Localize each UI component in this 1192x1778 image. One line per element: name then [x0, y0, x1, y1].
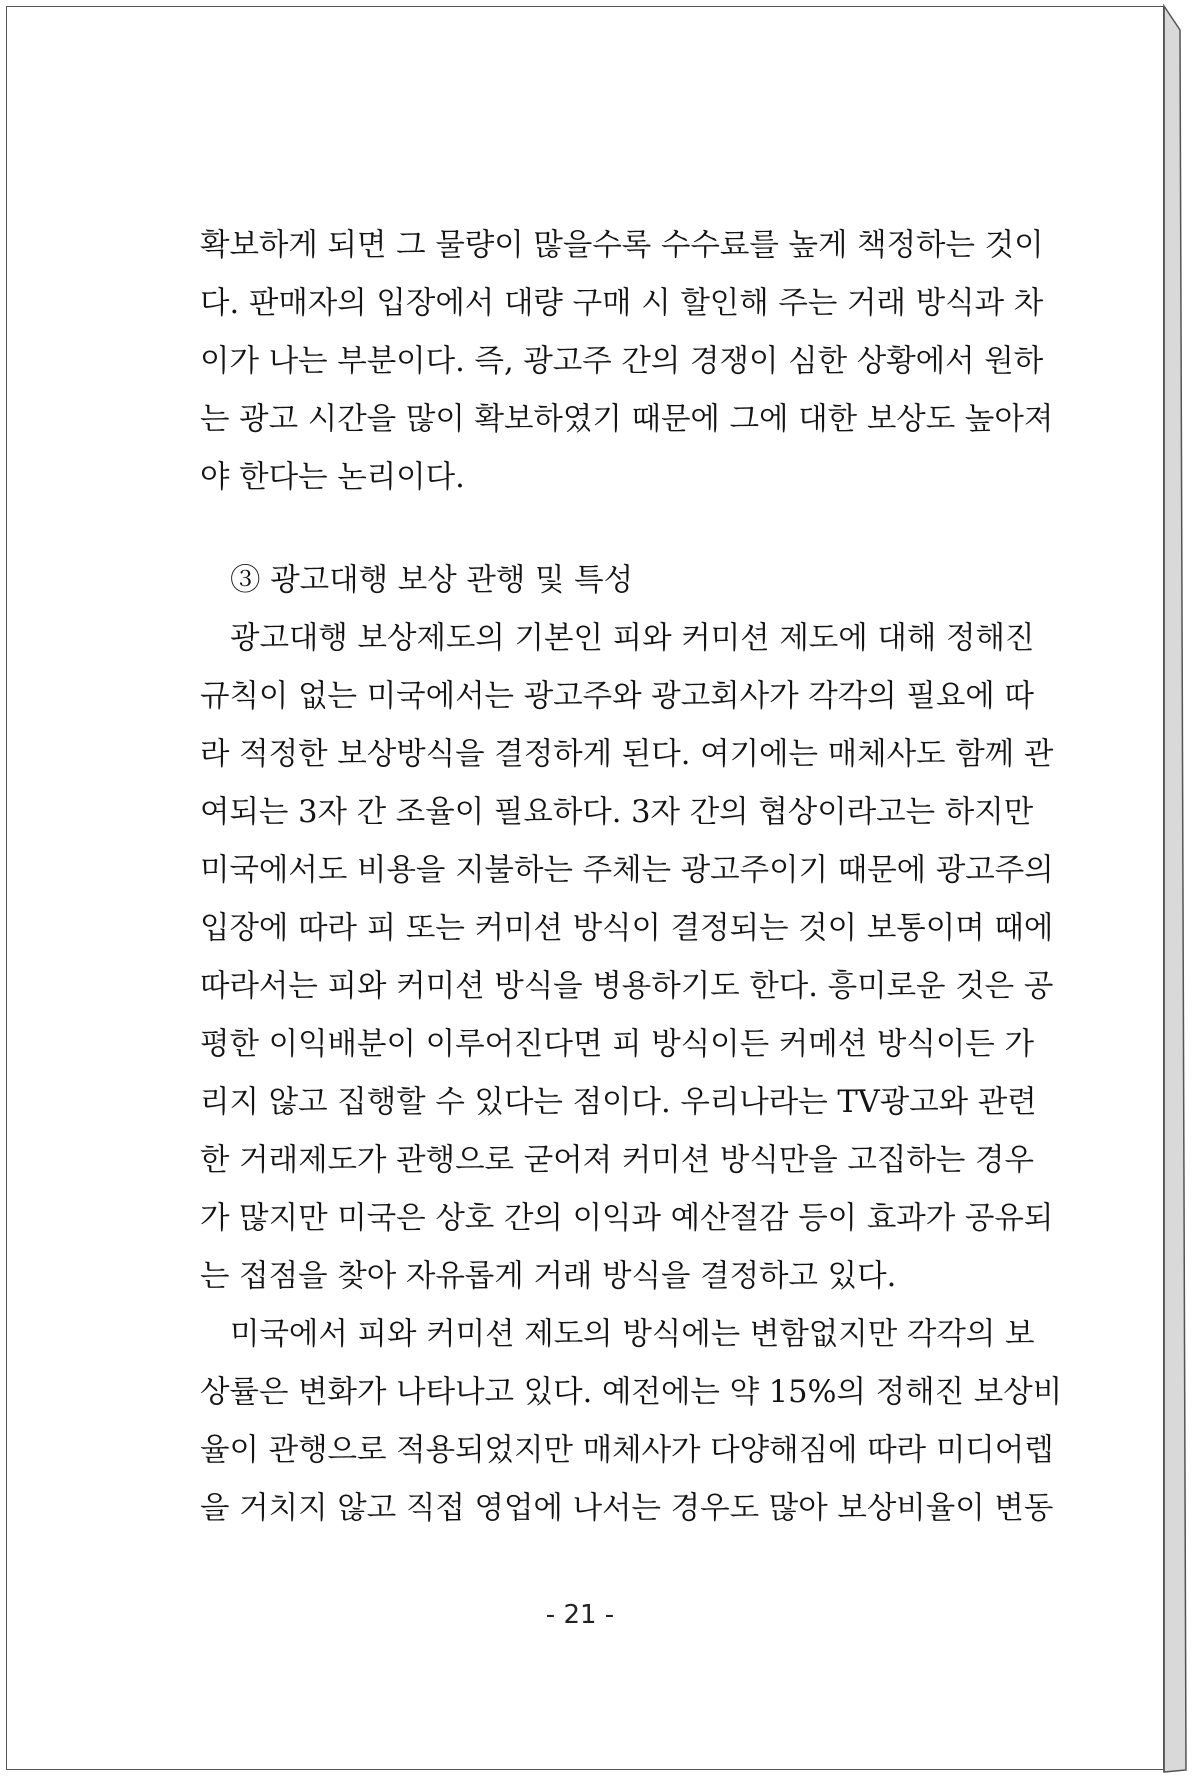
text-line: 가 많지만 미국은 상호 간의 이익과 예산절감 등이 효과가 공유되	[200, 1201, 1054, 1236]
text-line: 다. 판매자의 입장에서 대량 구매 시 할인해 주는 거래 방식과 차	[200, 286, 1044, 321]
section-heading: ③ 광고대행 보상 관행 및 특성	[230, 563, 634, 598]
text-line: 규칙이 없는 미국에서는 광고주와 광고회사가 각각의 필요에 따	[200, 679, 1034, 714]
text-line: 을 거치지 않고 직접 영업에 나서는 경우도 많아 보상비율이 변동	[200, 1491, 1054, 1526]
text-line: 광고대행 보상제도의 기본인 피와 커미션 제도에 대해 정해진	[230, 621, 1035, 656]
text-line: 이가 나는 부분이다. 즉, 광고주 간의 경쟁이 심한 상황에서 원하	[200, 344, 1044, 379]
document-body	[200, 217, 1063, 1538]
text-line: 라 적정한 보상방식을 결정하게 된다. 여기에는 매체사도 함께 관	[200, 737, 1054, 772]
page-number: - 21 -	[545, 1600, 615, 1630]
text-line: 상률은 변화가 나타나고 있다. 예전에는 약 15%의 정해진 보상비	[200, 1375, 1063, 1410]
paragraph-continuation	[200, 217, 1054, 507]
paragraph-3	[200, 1306, 1063, 1538]
paragraph-gap	[200, 507, 970, 552]
text-line: 확보하게 되면 그 물량이 많을수록 수수료를 높게 책정하는 것이	[200, 228, 1044, 263]
text-line: 한 거래제도가 관행으로 굳어져 커미션 방식만을 고집하는 경우	[200, 1143, 1034, 1178]
text-line: 평한 이익배분이 이루어진다면 피 방식이든 커메션 방식이든 가	[200, 1027, 1034, 1062]
text-line: 입장에 따라 피 또는 커미션 방식이 결정되는 것이 보통이며 때에	[200, 911, 1054, 946]
text-line: 율이 관행으로 적용되었지만 매체사가 다양해짐에 따라 미디어렙	[200, 1433, 1054, 1468]
text-line: 따라서는 피와 커미션 방식을 병용하기도 한다. 흥미로운 것은 공	[200, 969, 1054, 1004]
text-line: 리지 않고 집행할 수 있다는 점이다. 우리나라는 TV광고와 관련	[200, 1085, 1037, 1120]
text-line: 는 광고 시간을 많이 확보하였기 때문에 그에 대한 보상도 높아져	[200, 402, 1054, 437]
text-line: 여되는 3자 간 조율이 필요하다. 3자 간의 협상이라고는 하지만	[200, 795, 1034, 830]
text-line: 는 접점을 찾아 자유롭게 거래 방식을 결정하고 있다.	[200, 1259, 897, 1294]
text-line: 미국에서도 비용을 지불하는 주체는 광고주이기 때문에 광고주의	[200, 853, 1054, 888]
text-line: 야 한다는 논리이다.	[200, 460, 465, 495]
paragraph-2	[200, 610, 1054, 1306]
text-line: 미국에서 피와 커미션 제도의 방식에는 변함없지만 각각의 보	[230, 1317, 1035, 1352]
